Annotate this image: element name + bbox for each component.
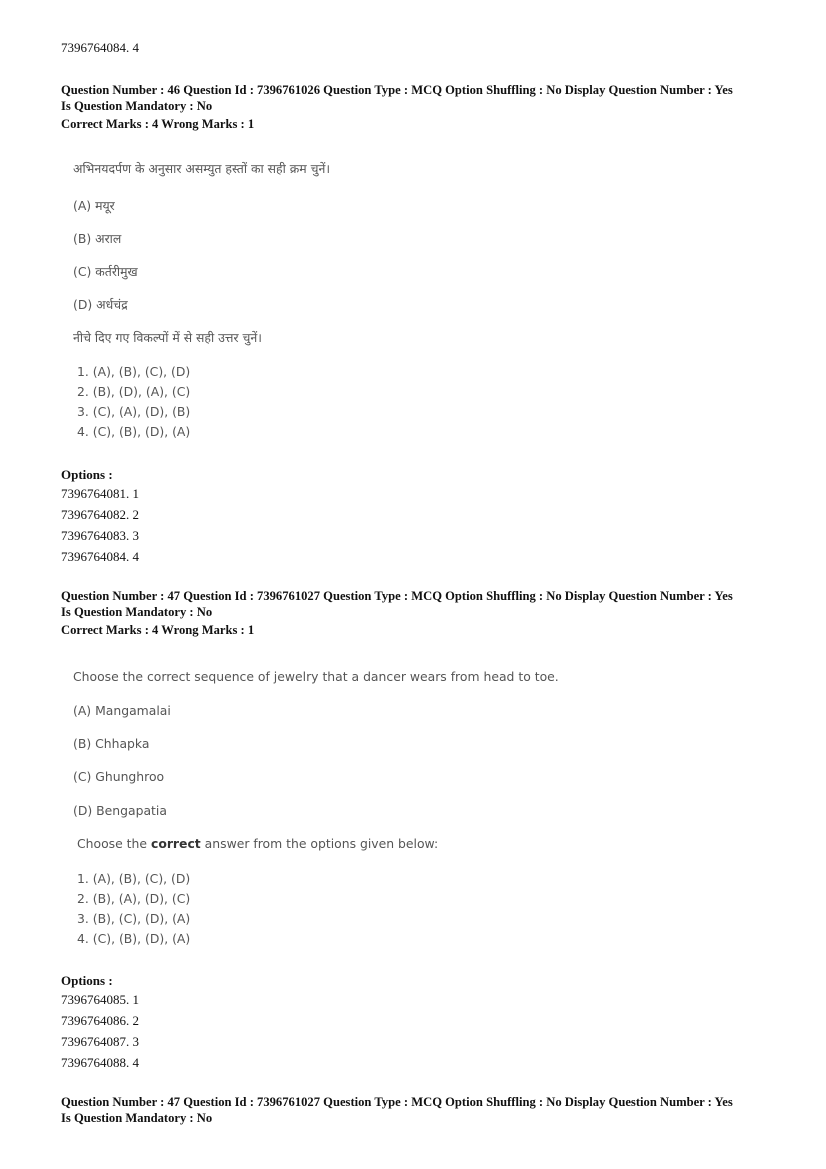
- q46-option-4: 7396764084. 4: [61, 549, 139, 564]
- q47-header: Question Number : 47 Question Id : 7396761027 Question Type : MCQ Option Shuffling : No Display Question Number : Yes: [61, 589, 733, 603]
- q47-instruction-bold: correct: [150, 836, 201, 851]
- q46-item-d: (D) अर्धचंद्र: [73, 297, 128, 312]
- q46-option-1: 7396764081. 1: [61, 486, 139, 501]
- q47-instruction-pre: Choose the: [77, 836, 151, 851]
- q46-marks: Correct Marks : 4 Wrong Marks : 1: [61, 117, 255, 131]
- q46-item-b: (B) अराल: [73, 231, 122, 246]
- q47-instruction: [77, 836, 438, 851]
- q47-choice-1: 1. (A), (B), (C), (D): [77, 871, 191, 886]
- q46-choice-2: 2. (B), (D), (A), (C): [77, 384, 191, 399]
- q47-options-label: Options :: [61, 973, 113, 988]
- q47-item-b: (B) Chhapka: [73, 736, 150, 751]
- q46-mandatory: Is Question Mandatory : No: [61, 99, 213, 113]
- q47-options-list: [61, 989, 139, 1073]
- q46-stem: अभिनयदर्पण के अनुसार असम्युत हस्तों का सही क्रम चुनें।: [73, 161, 331, 176]
- previous-option-line: 7396764084. 4: [61, 40, 139, 55]
- q47-choice-4: 4. (C), (B), (D), (A): [77, 931, 191, 946]
- q46-option-2: 7396764082. 2: [61, 507, 139, 522]
- q46-choice-1: 1. (A), (B), (C), (D): [77, 364, 191, 379]
- q46-choice-3: 3. (C), (A), (D), (B): [77, 404, 191, 419]
- q46-choice-4: 4. (C), (B), (D), (A): [77, 424, 191, 439]
- q46-header: Question Number : 46 Question Id : 7396761026 Question Type : MCQ Option Shuffling : No Display Question Number : Yes: [61, 83, 733, 97]
- q46-instruction: नीचे दिए गए विकल्पों में से सही उत्तर चुनें।: [73, 330, 262, 345]
- q47-instruction-post: answer from the options given below:: [200, 836, 439, 851]
- q46-item-a: (A) मयूर: [73, 198, 115, 213]
- q47b-header: Question Number : 47 Question Id : 7396761027 Question Type : MCQ Option Shuffling : No Display Question Number : Yes: [61, 1095, 733, 1109]
- q47-item-d: (D) Bengapatia: [73, 803, 167, 818]
- q47-option-1: 7396764085. 1: [61, 992, 139, 1007]
- q46-options-label: Options :: [61, 467, 113, 482]
- q47-stem: Choose the correct sequence of jewelry that a dancer wears from head to toe.: [73, 669, 559, 684]
- q47b-mandatory: Is Question Mandatory : No: [61, 1111, 213, 1125]
- q47-choice-3: 3. (B), (C), (D), (A): [77, 911, 191, 926]
- q47-option-3: 7396764087. 3: [61, 1034, 139, 1049]
- q47-marks: Correct Marks : 4 Wrong Marks : 1: [61, 623, 255, 637]
- q47-mandatory: Is Question Mandatory : No: [61, 605, 213, 619]
- q47-option-4: 7396764088. 4: [61, 1055, 139, 1070]
- q47-option-2: 7396764086. 2: [61, 1013, 139, 1028]
- q46-item-c: (C) कर्तरीमुख: [73, 264, 138, 279]
- q47-choice-2: 2. (B), (A), (D), (C): [77, 891, 191, 906]
- q47-item-a: (A) Mangamalai: [73, 703, 171, 718]
- q46-option-3: 7396764083. 3: [61, 528, 139, 543]
- q47-item-c: (C) Ghunghroo: [73, 769, 165, 784]
- q46-options-list: [61, 483, 139, 567]
